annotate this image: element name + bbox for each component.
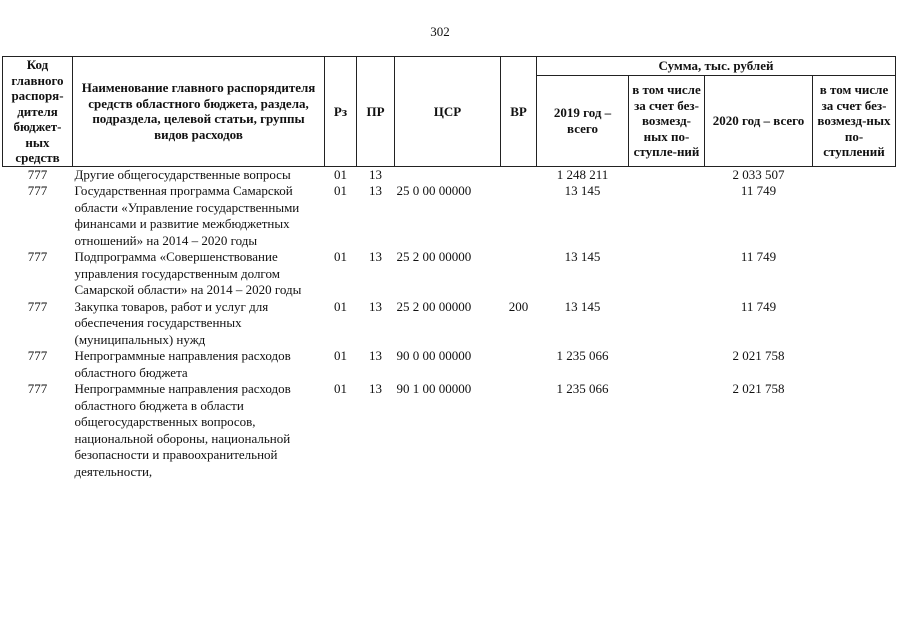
cell-2020-free (813, 381, 896, 480)
cell-2019-free (629, 249, 705, 299)
cell-csr: 25 2 00 00000 (396, 249, 472, 264)
cell-2020-total: 11 749 (740, 298, 777, 314)
cell-2019-total: 13 145 (564, 298, 601, 314)
cell-2019-free (629, 299, 705, 349)
cell-2019-free (629, 348, 705, 381)
cell-code: 777 (27, 183, 48, 198)
page-number: 302 (430, 24, 450, 39)
cell-name: Закупка товаров, работ и услуг для обеспечения государственных (муниципальных) нужд (74, 298, 269, 347)
cell-rz: 01 (334, 298, 347, 314)
cell-name: Подпрограмма «Совершенствование управления государственным долгом Самарской области» на 2014 – 2020 годы (74, 249, 302, 297)
cell-csr: 25 2 00 00000 (396, 298, 472, 314)
table-row (3, 166, 896, 183)
cell-rz: 01 (334, 166, 347, 182)
header-2019-free: в том числе за счет без-возмезд-ных по-ступле-ний (629, 76, 705, 167)
cell-pr: 13 (369, 183, 382, 198)
cell-2020-total: 11 749 (740, 249, 777, 264)
table-header (3, 57, 896, 167)
cell-2020-free (813, 249, 896, 299)
header-2019-total: 2019 год – всего (537, 76, 629, 167)
cell-pr: 13 (369, 381, 382, 396)
cell-pr: 13 (369, 249, 382, 264)
table-body (3, 166, 896, 480)
cell-2020-free (813, 166, 896, 183)
cell-2019-total: 1 235 066 (556, 381, 609, 396)
budget-table (2, 56, 896, 480)
table-row (3, 249, 896, 299)
cell-2019-total: 1 248 211 (556, 166, 609, 182)
cell-pr: 13 (369, 298, 382, 314)
cell-rz: 01 (334, 348, 347, 363)
header-code: Код главного распоря-дителя бюджет-ных средств (3, 57, 73, 167)
table-row (3, 381, 896, 480)
cell-name: Другие общегосударственные вопросы (74, 166, 291, 182)
cell-pr: 13 (369, 166, 382, 182)
cell-code: 777 (27, 249, 48, 264)
cell-vr (501, 381, 537, 480)
cell-2019-total: 13 145 (564, 183, 601, 198)
cell-pr: 13 (369, 348, 382, 363)
cell-rz: 01 (334, 183, 347, 198)
cell-2019-total: 13 145 (564, 249, 601, 264)
cell-name: Государственная программа Самарской области «Управление государственными финансами и развитие межбюджетных отношений» на 2014 – 2020 годы (74, 183, 300, 248)
cell-name: Непрограммные направления расходов областного бюджета (74, 348, 291, 380)
cell-2019-free (629, 183, 705, 249)
cell-rz: 01 (334, 381, 347, 396)
header-csr: ЦСР (395, 57, 501, 167)
header-2020-free: в том числе за счет без-возмезд-ных по-ступлений (813, 76, 896, 167)
cell-vr (501, 183, 537, 249)
cell-2020-total: 11 749 (740, 183, 777, 198)
table-row (3, 299, 896, 349)
header-name: Наименование главного распорядителя средств областного бюджета, раздела, подраздела, целевой статьи, группы видов расходов (73, 57, 325, 167)
cell-code: 777 (27, 348, 48, 363)
table-row (3, 183, 896, 249)
cell-2020-total: 2 033 507 (732, 166, 785, 182)
cell-vr (501, 249, 537, 299)
cell-csr: 90 1 00 00000 (396, 381, 472, 396)
header-vr: ВР (501, 57, 537, 167)
header-sum: Сумма, тыс. рублей (537, 57, 896, 76)
header-2020-total: 2020 год – всего (705, 76, 813, 167)
cell-2020-free (813, 348, 896, 381)
cell-csr: 90 0 00 00000 (396, 348, 472, 363)
cell-2019-free (629, 166, 705, 183)
cell-2020-free (813, 299, 896, 349)
cell-csr (395, 166, 501, 183)
cell-code: 777 (27, 298, 48, 314)
header-rz: Рз (325, 57, 357, 167)
cell-vr (501, 348, 537, 381)
cell-code: 777 (27, 166, 48, 182)
header-pr: ПР (357, 57, 395, 167)
cell-name: Непрограммные направления расходов областного бюджета в области общегосударственных вопросов, национальной обороны, национальной безопасности и правоохранительной деятельности, (74, 381, 291, 479)
table-row (3, 348, 896, 381)
cell-2019-total: 1 235 066 (556, 348, 609, 363)
cell-2019-free (629, 381, 705, 480)
cell-2020-total: 2 021 758 (732, 348, 785, 363)
cell-2020-total: 2 021 758 (732, 381, 785, 396)
cell-code: 777 (27, 381, 48, 396)
cell-2020-free (813, 183, 896, 249)
cell-csr: 25 0 00 00000 (396, 183, 472, 198)
cell-vr (501, 166, 537, 183)
cell-rz: 01 (334, 249, 347, 264)
cell-vr: 200 (508, 298, 529, 314)
